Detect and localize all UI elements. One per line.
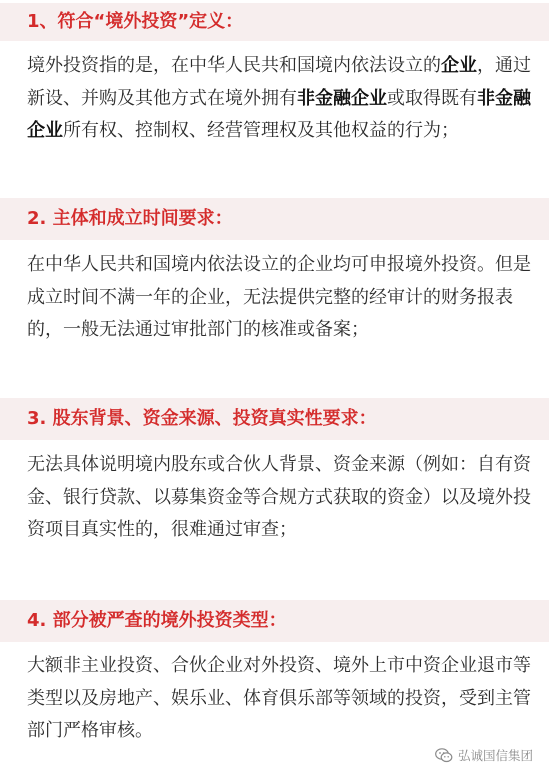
bold-term: 企业	[441, 55, 477, 76]
body-text: 或取得既有	[387, 87, 477, 109]
watermark	[435, 746, 533, 764]
section-2-body	[27, 249, 531, 347]
body-text: 大额非主业投资、合伙企业对外投资、境外上市中资企业退市等类型以及房地产、娱乐业、体育俱乐部等领域的投资，受到主管部门严格审核。	[27, 655, 531, 741]
bold-term: 非金融企业	[297, 87, 387, 109]
section-3-body	[27, 449, 531, 547]
watermark-text: 弘诚国信集团	[457, 748, 533, 763]
body-text: 所有权、控制权、经营管理权及其他权益的行为；	[63, 120, 459, 141]
section-4-heading: 4. 部分被严查的境外投资类型：	[0, 600, 549, 642]
section-4-body	[27, 650, 531, 748]
section-1-body	[27, 50, 531, 148]
body-text: 境外投资指的是，在中华人民共和国境内依法设立的	[27, 55, 441, 76]
body-text: ，通过新设、并购及其他方式在境外拥有	[27, 55, 531, 109]
bold-term: 非金融企业	[27, 87, 531, 141]
body-text: 在中华人民共和国境内依法设立的企业均可申报境外投资。但是成立时间不满一年的企业，无法提供完整的经审计的财务报表的，一般无法通过审批部门的核准或备案；	[27, 254, 531, 340]
section-2-heading: 2. 主体和成立时间要求：	[0, 198, 549, 240]
section-3-heading: 3. 股东背景、资金来源、投资真实性要求：	[0, 398, 549, 440]
wechat-icon	[435, 748, 453, 763]
section-1-heading: 1、符合“境外投资”定义：	[0, 3, 549, 41]
body-text: 无法具体说明境内股东或合伙人背景、资金来源（例如：自有资金、银行贷款、以募集资金等合规方式获取的资金）以及境外投资项目真实性的，很难通过审查；	[27, 454, 531, 540]
